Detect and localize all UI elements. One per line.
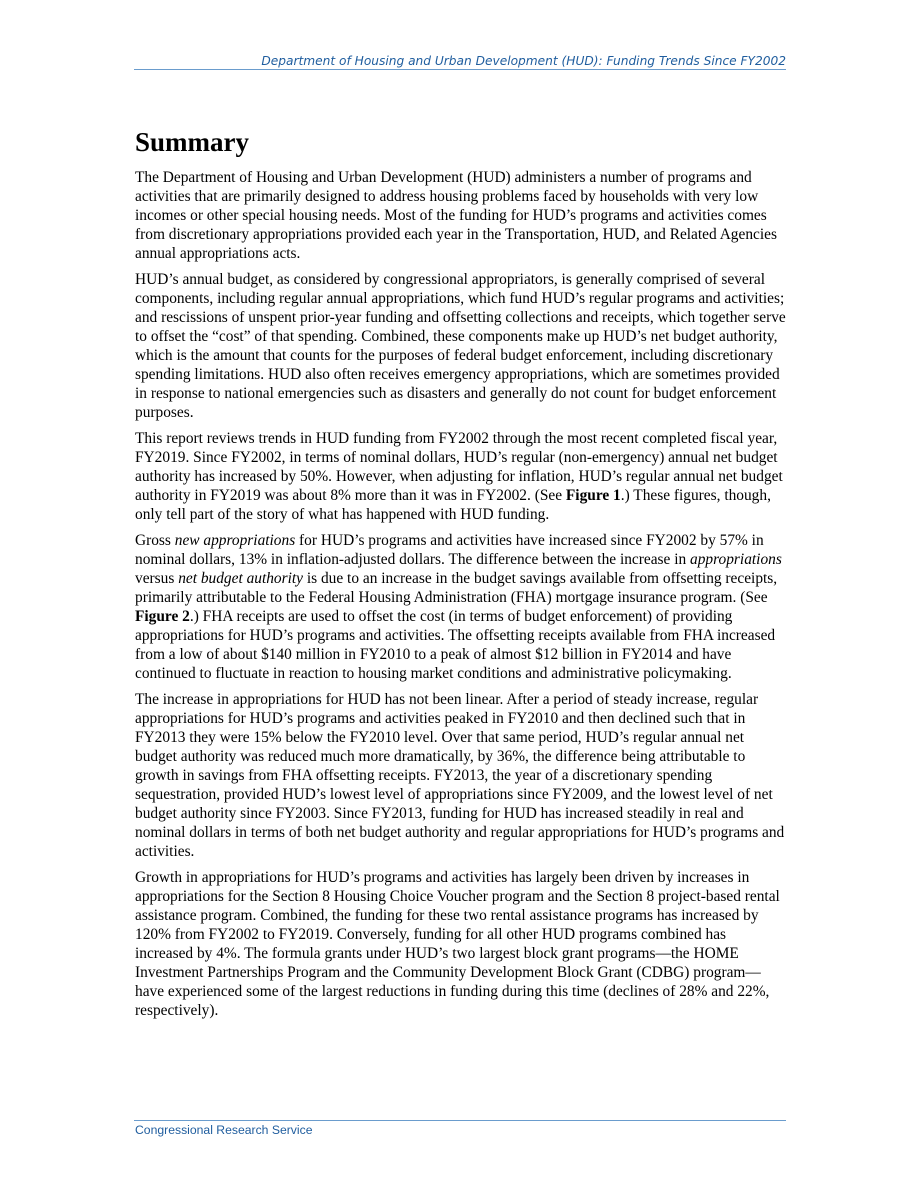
paragraph-4-text-a: Gross bbox=[135, 532, 175, 549]
paragraph-3 bbox=[135, 429, 787, 524]
emphasis-new-appropriations: new appropriations bbox=[174, 532, 296, 549]
paragraph-4-text-d: is due to an increase in the budget savings available from offsetting receipts, primarily attributable to the Federal Housing Administration (FHA) mortgage insurance program. (See bbox=[135, 570, 778, 606]
paragraph-6: Growth in appropriations for HUD’s programs and activities has largely been driven by increases in appropriations for the Section 8 Housing Choice Voucher program and the Section 8 project-based rental assistance program. Combined, the funding for these two rental assistance programs has increased by 120% from FY2002 to FY2019. Conversely, funding for all other HUD programs combined has increased by 4%. The formula grants under HUD’s two largest block grant programs—the HOME Investment Partnerships Program and the Community Development Block Grant (CDBG) program—have experienced some of the largest reductions in funding during this time (declines of 28% and 22%, respectively). bbox=[135, 869, 780, 1019]
section-title: Summary bbox=[135, 127, 249, 157]
paragraph-4-text-c: versus bbox=[135, 570, 179, 587]
running-header: Department of Housing and Urban Development (HUD): Funding Trends Since FY2002 bbox=[261, 54, 786, 68]
paragraph-3-text-a: This report reviews trends in HUD funding from FY2002 through the most recent completed fiscal year, FY2019. Since FY2002, in terms of nominal dollars, HUD’s regular (non-emergency) annual net budget authority has increased by 50%. However, when adjusting for inflation, HUD’s regular annual net budget authority in FY2019 was about 8% more than it was in FY2002. (See bbox=[135, 430, 783, 504]
header-rule bbox=[134, 69, 786, 70]
paragraph-2: HUD’s annual budget, as considered by congressional appropriators, is generally comprised of several components, including regular annual appropriations, which fund HUD’s regular programs and activities; and rescissions of unspent prior-year funding and offsetting collections and receipts, which together serve to offset the “cost” of that spending. Combined, these components make up HUD’s net budget authority, which is the amount that counts for the purposes of federal budget enforcement, including discretionary spending limitations. HUD also often receives emergency appropriations, which are sometimes provided in response to national emergencies such as disasters and generally do not count for budget enforcement purposes. bbox=[135, 271, 786, 421]
running-footer: Congressional Research Service bbox=[135, 1123, 313, 1137]
figure-1-reference: Figure 1 bbox=[565, 487, 621, 504]
figure-2-reference: Figure 2 bbox=[135, 608, 190, 625]
paragraph-5: The increase in appropriations for HUD has not been linear. After a period of steady increase, regular appropriations for HUD’s programs and activities peaked in FY2010 and then declined such that in FY2013 they were 15% below the FY2010 level. Over that same period, HUD’s regular annual net budget authority was reduced much more dramatically, by 36%, the difference being attributable to growth in savings from FHA offsetting receipts. FY2013, the year of a discretionary spending sequestration, provided HUD’s lowest level of appropriations since FY2009, and the lowest level of net budget authority since FY2003. Since FY2013, funding for HUD has increased steadily in real and nominal dollars in terms of both net budget authority and regular appropriations for HUD’s programs and activities. bbox=[135, 691, 785, 860]
paragraph-4-text-b: for HUD’s programs and activities have increased since FY2002 by 57% in nominal dollars, 13% in inflation-adjusted dollars. The difference between the increase in bbox=[135, 532, 764, 568]
main-content bbox=[135, 126, 787, 1027]
paragraph-4-text-e: .) FHA receipts are used to offset the cost (in terms of budget enforcement) of providing appropriations for HUD’s programs and activities. The offsetting receipts available from FHA increased from a low of about $140 million in FY2010 to a peak of almost $12 billion in FY2014 and have continued to fluctuate in reaction to housing market conditions and administrative policymaking. bbox=[135, 608, 776, 682]
emphasis-appropriations: appropriations bbox=[690, 551, 782, 568]
paragraph-1: The Department of Housing and Urban Development (HUD) administers a number of programs and activities that are primarily designed to address housing problems faced by households with very low incomes or other special housing needs. Most of the funding for HUD’s programs and activities comes from discretionary appropriations provided each year in the Transportation, HUD, and Related Agencies annual appropriations acts. bbox=[135, 169, 777, 262]
paragraph-4 bbox=[135, 531, 787, 683]
emphasis-net-budget-authority: net budget authority bbox=[178, 570, 304, 587]
footer-rule bbox=[134, 1120, 786, 1121]
paragraph-3-text-b: .) These figures, though, only tell part of the story of what has happened with HUD funding. bbox=[135, 487, 771, 523]
